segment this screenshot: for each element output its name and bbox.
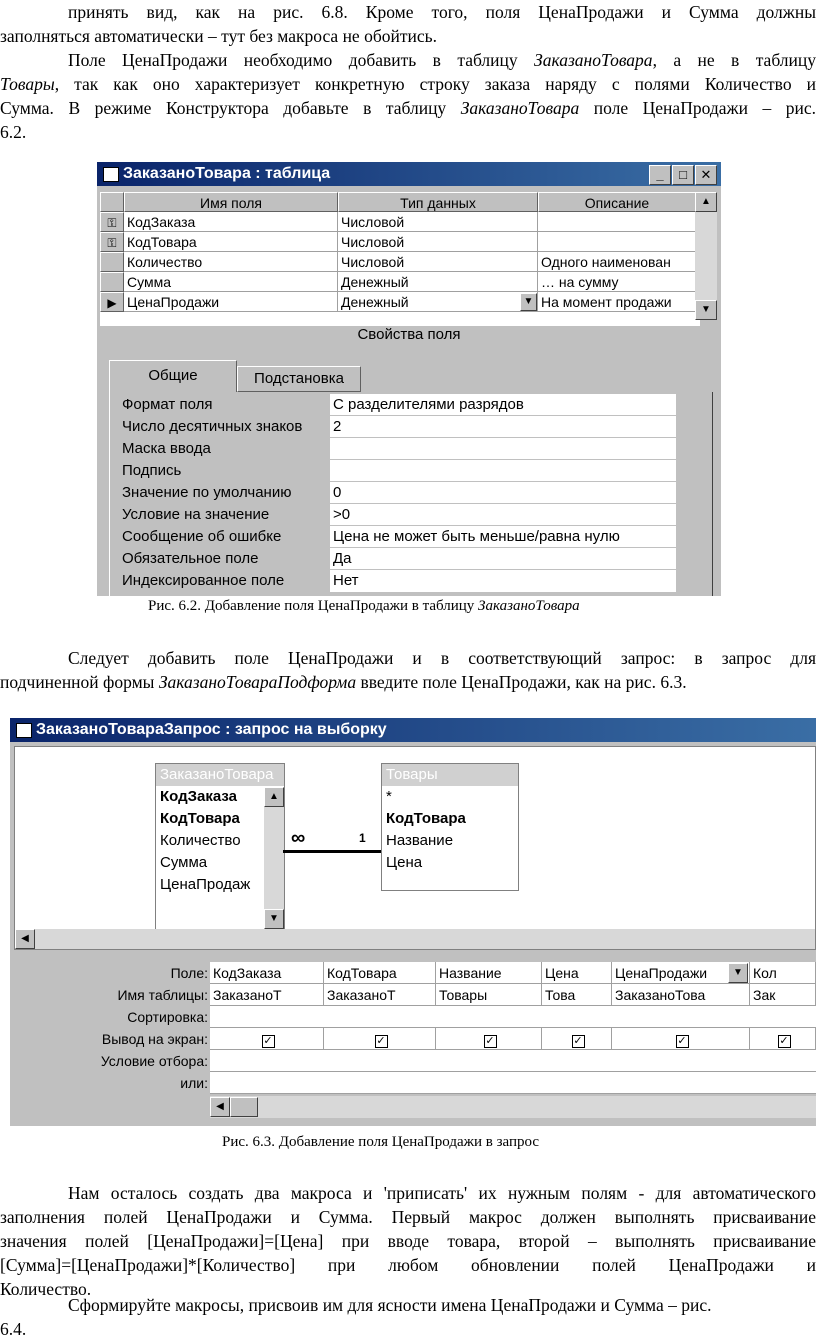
list-scrollbar[interactable] xyxy=(264,787,284,929)
properties-panel xyxy=(109,392,713,596)
property-labels xyxy=(122,394,332,592)
header-field-name: Имя поля xyxy=(124,192,338,212)
relationship-many: ∞ xyxy=(291,827,306,849)
description-cell[interactable] xyxy=(538,232,696,252)
header-data-type: Тип данных xyxy=(338,192,538,212)
text-run: , а не в таблицу xyxy=(652,50,816,70)
table-window-title: ЗаказаноТовара : таблица xyxy=(123,165,331,182)
table-list-item[interactable]: Цена xyxy=(386,854,423,871)
data-type-cell[interactable]: Числовой xyxy=(338,212,538,232)
grid-table-cell[interactable]: Товары xyxy=(436,984,542,1006)
grid-show-cell[interactable] xyxy=(324,1028,436,1050)
relationship-one: 1 xyxy=(359,831,366,845)
property-label: Формат поля xyxy=(122,396,213,413)
paragraph-2-line-1 xyxy=(0,48,816,72)
table-list-item[interactable]: Название xyxy=(386,832,454,849)
grid-table-cell[interactable]: Зак xyxy=(750,984,816,1006)
table-window-titlebar xyxy=(97,162,721,186)
scroll-left-icon[interactable]: ◀ xyxy=(15,929,35,949)
table-list-item[interactable]: КодЗаказа xyxy=(160,788,238,805)
text-run: Поле ЦенаПродажи необходимо добавить в таблицу xyxy=(68,50,535,70)
data-type-cell[interactable]: Денежный xyxy=(338,272,538,292)
query-window-titlebar xyxy=(10,718,816,742)
table-list-title: ЗаказаноТовара xyxy=(156,764,284,786)
checkbox-checked-icon[interactable]: ✓ xyxy=(779,1035,789,1047)
property-value[interactable]: Цена не может быть меньше/равна нулю xyxy=(330,526,676,548)
paragraph-5-line-1: Сформируйте макросы, присвоив им для ясности имена ЦенаПродажи и Сумма – рис. xyxy=(68,1295,712,1315)
checkbox-checked-icon[interactable]: ✓ xyxy=(376,1035,386,1047)
text-run: введите поле ЦенаПродажи, как на рис. 6.3. xyxy=(356,672,687,692)
property-label: Условие на значение xyxy=(122,506,270,523)
data-type-cell[interactable]: Числовой xyxy=(338,232,538,252)
text-run: подчиненной формы xyxy=(0,672,159,692)
grid-field-cell[interactable]: Название xyxy=(436,962,542,984)
table-list-zakazano[interactable] xyxy=(155,763,285,931)
current-row-arrow-icon[interactable]: ▶ xyxy=(100,292,124,312)
property-value[interactable]: С разделителями разрядов xyxy=(330,394,676,416)
table-pane xyxy=(14,746,816,950)
field-grid xyxy=(100,192,700,326)
relationship-line xyxy=(283,850,381,853)
property-label: Сообщение об ошибке xyxy=(122,528,282,545)
property-value[interactable]: Нет xyxy=(333,572,359,589)
caption-text: Рис. 6.2. Добавление поля ЦенаПродажи в таблицу xyxy=(148,598,479,614)
paragraph-3-line-1: Следует добавить поле ЦенаПродажи и в соответствующий запрос: в запрос для xyxy=(68,648,816,668)
description-cell[interactable] xyxy=(538,212,696,232)
table-list-item[interactable]: Сумма xyxy=(160,854,208,871)
property-label: Значение по умолчанию xyxy=(122,484,292,501)
grid-row-label: Условие отбора: xyxy=(100,1053,208,1069)
scroll-up-icon[interactable]: ▲ xyxy=(695,192,717,212)
text-run: Сумма. В режиме Конструктора добавьте в таблицу xyxy=(0,98,461,118)
query-window-title: ЗаказаноТовараЗапрос : запрос на выборку xyxy=(36,721,387,738)
property-label: Маска ввода xyxy=(122,440,211,457)
key-icon[interactable]: ⚿ xyxy=(100,232,124,252)
paragraph-5-line-2: 6.4. xyxy=(0,1319,27,1339)
grid-sort-row[interactable] xyxy=(210,1006,816,1028)
dropdown-arrow-icon[interactable]: ▼ xyxy=(520,293,537,311)
design-grid xyxy=(10,952,816,1126)
grid-field-cell[interactable]: ЦенаПродажи xyxy=(612,962,750,984)
table-icon xyxy=(103,167,119,182)
paragraph-3-line-2 xyxy=(0,670,816,694)
table-list-tovary[interactable] xyxy=(381,763,519,891)
grid-or-row[interactable] xyxy=(210,1072,816,1094)
property-label: Число десятичных знаков xyxy=(122,418,303,435)
row-selector-header xyxy=(100,192,124,212)
scroll-down-icon[interactable]: ▼ xyxy=(695,300,717,320)
text-run-italic: ЗаказаноТовара xyxy=(460,98,580,118)
grid-row-labels xyxy=(10,962,208,1094)
paragraph-3 xyxy=(0,646,816,694)
row-selector[interactable] xyxy=(100,252,124,272)
property-label: Индексированное поле xyxy=(122,572,285,589)
scroll-left-icon[interactable]: ◀ xyxy=(210,1097,230,1117)
scroll-thumb[interactable] xyxy=(230,1097,258,1117)
horizontal-scrollbar[interactable] xyxy=(15,929,815,949)
property-value[interactable]: 0 xyxy=(330,482,676,504)
header-description: Описание xyxy=(538,192,696,212)
grid-show-cell[interactable] xyxy=(542,1028,612,1050)
grid-row-label: или: xyxy=(180,1075,208,1091)
property-value[interactable]: >0 xyxy=(330,504,676,526)
property-label: Подпись xyxy=(122,462,182,479)
paragraph-1 xyxy=(0,0,816,48)
tab-lookup[interactable]: Подстановка xyxy=(237,366,361,392)
text-run-italic: Товары xyxy=(0,74,55,94)
paragraph-2-line-4: 6.2. xyxy=(0,122,27,142)
grid-row-label: Вывод на экран: xyxy=(101,1031,208,1047)
key-icon[interactable]: ⚿ xyxy=(100,212,124,232)
caption-text-italic: ЗаказаноТовара xyxy=(478,598,580,614)
figure-caption-6-2 xyxy=(148,598,580,615)
table-list-item[interactable]: * xyxy=(386,788,392,805)
grid-table-cell[interactable]: Това xyxy=(542,984,612,1006)
grid-field-cell[interactable]: КодТовара xyxy=(324,962,436,984)
paragraph-2-line-3 xyxy=(0,96,816,120)
vertical-scrollbar[interactable] xyxy=(695,192,717,320)
grid-show-cell[interactable] xyxy=(436,1028,542,1050)
figure-caption-6-3: Рис. 6.3. Добавление поля ЦенаПродажи в запрос xyxy=(222,1134,540,1150)
grid-row-label: Имя таблицы: xyxy=(117,987,208,1003)
text-run-italic: ЗаказаноТовара xyxy=(534,50,653,70)
grid-show-cell[interactable] xyxy=(750,1028,816,1050)
grid-table-cell[interactable]: ЗаказаноТова xyxy=(612,984,750,1006)
paragraph-4-line-3: значения полей [ЦенаПродажи]=[Цена] при вводе товара, второй – выполнять присваивание xyxy=(0,1231,816,1251)
grid-field-cell[interactable]: Кол xyxy=(750,962,816,984)
paragraph-4-line-1: Нам осталось создать два макроса и 'приписать' их нужным полям - для автоматического xyxy=(68,1183,816,1203)
paragraph-2-line-2 xyxy=(0,72,816,96)
query-icon xyxy=(16,723,32,738)
description-cell[interactable]: Одного наименован xyxy=(538,252,696,272)
table-list-item[interactable]: КодТовара xyxy=(160,810,240,827)
property-value[interactable] xyxy=(330,438,676,460)
property-value[interactable]: Да xyxy=(330,548,676,570)
checkbox-checked-icon[interactable]: ✓ xyxy=(573,1035,583,1047)
paragraph-5 xyxy=(0,1293,816,1341)
field-name-cell[interactable]: КодТовара xyxy=(124,232,338,252)
grid-table-cell[interactable]: ЗаказаноТ xyxy=(324,984,436,1006)
table-design-window xyxy=(97,162,721,596)
grid-horizontal-scrollbar[interactable] xyxy=(210,1096,816,1118)
close-button[interactable]: ✕ xyxy=(695,165,717,185)
paragraph-4-line-2: заполнения полей ЦенаПродажи и Сумма. Первый макрос должен выполнять присваивание xyxy=(0,1207,816,1227)
minimize-button[interactable]: _ xyxy=(649,165,671,185)
paragraph-4-line-5: Количество. xyxy=(0,1279,92,1299)
grid-row-label: Сортировка: xyxy=(127,1009,208,1025)
table-list-item[interactable]: ЦенаПродаж xyxy=(160,876,251,893)
grid-table-cell[interactable]: ЗаказаноТ xyxy=(210,984,324,1006)
grid-criteria-row[interactable] xyxy=(210,1050,816,1072)
field-name-cell[interactable]: ЦенаПродажи xyxy=(124,292,338,312)
property-label: Обязательное поле xyxy=(122,550,259,567)
description-cell[interactable]: … на сумму xyxy=(538,272,696,292)
checkbox-checked-icon[interactable]: ✓ xyxy=(677,1035,687,1047)
field-properties-label: Свойства поля xyxy=(357,326,461,343)
property-value[interactable]: 2 xyxy=(330,416,676,438)
query-design-window xyxy=(10,718,816,1126)
text-run-italic: ЗаказаноТовараПодформа xyxy=(158,672,357,692)
scroll-up-icon[interactable]: ▲ xyxy=(264,787,284,807)
paragraph-2 xyxy=(0,48,816,144)
field-name-cell[interactable]: КодЗаказа xyxy=(124,212,338,232)
table-list-item[interactable]: КодТовара xyxy=(386,810,466,827)
property-values xyxy=(330,394,676,592)
paragraph-4-line-4: [Сумма]=[ЦенаПродажи]*[Количество] при любом обновлении полей ЦенаПродажи и xyxy=(0,1255,816,1275)
paragraph-4 xyxy=(0,1181,816,1301)
field-name-cell[interactable]: Количество xyxy=(124,252,338,272)
text-run: , так как оно характеризует конкретную строку заказа наряду с полями Количество и xyxy=(54,74,816,94)
paragraph-1-line-2: заполняться автоматически – тут без макроса не обойтись. xyxy=(0,26,437,46)
data-type-cell[interactable]: Денежный xyxy=(338,292,538,312)
checkbox-checked-icon[interactable]: ✓ xyxy=(263,1035,273,1047)
grid-show-cell[interactable] xyxy=(210,1028,324,1050)
tab-general[interactable]: Общие xyxy=(109,360,237,392)
maximize-button[interactable]: □ xyxy=(672,165,694,185)
dropdown-arrow-icon[interactable]: ▼ xyxy=(728,963,748,983)
table-list-title: Товары xyxy=(382,764,518,786)
table-list-item[interactable]: Количество xyxy=(160,832,241,849)
scroll-down-icon[interactable]: ▼ xyxy=(264,909,284,929)
grid-field-cell[interactable]: КодЗаказа xyxy=(210,962,324,984)
grid-row-label: Поле: xyxy=(170,965,208,981)
description-cell[interactable]: На момент продажи xyxy=(538,292,696,312)
text-run: поле ЦенаПродажи – рис. xyxy=(579,98,816,118)
grid-show-cell[interactable] xyxy=(612,1028,750,1050)
row-selector[interactable] xyxy=(100,272,124,292)
grid-field-cell[interactable]: Цена xyxy=(542,962,612,984)
data-type-cell[interactable]: Числовой xyxy=(338,252,538,272)
field-name-cell[interactable]: Сумма xyxy=(124,272,338,292)
paragraph-1-line-1: принять вид, как на рис. 6.8. Кроме того, поля ЦенаПродажи и Сумма должны xyxy=(68,2,816,22)
property-value[interactable] xyxy=(330,460,676,482)
query-grid-body xyxy=(210,962,816,1094)
checkbox-checked-icon[interactable]: ✓ xyxy=(485,1035,495,1047)
